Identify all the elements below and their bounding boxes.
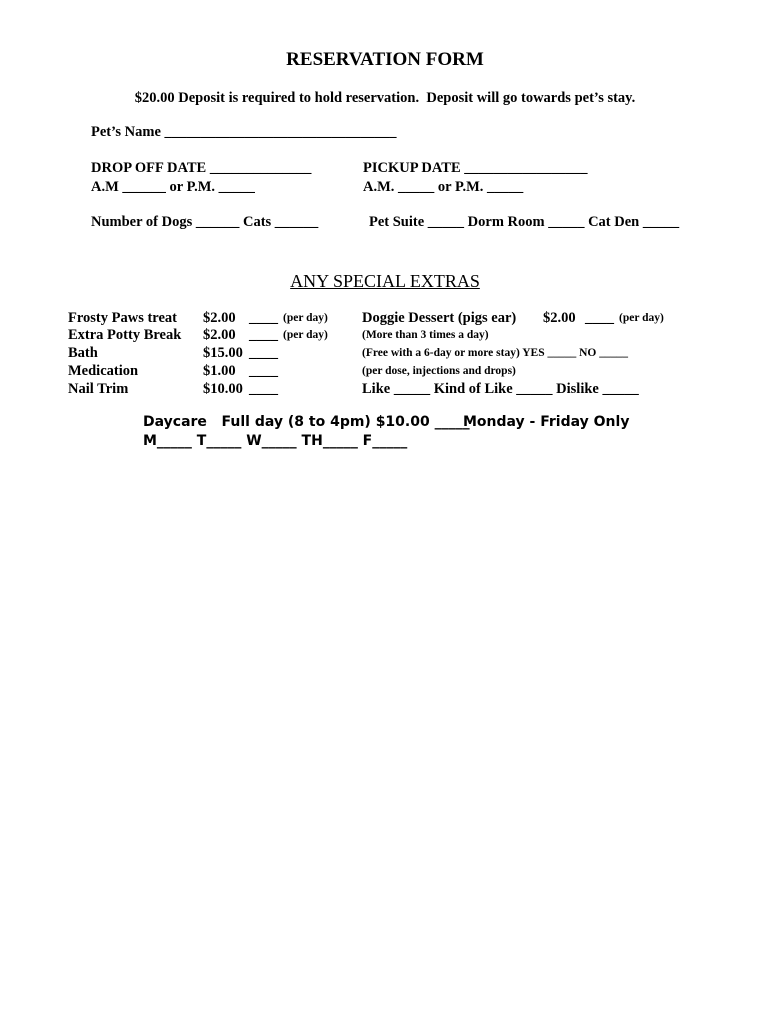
doggie-dessert-label: Doggie Dessert (pigs ear) xyxy=(362,310,517,326)
extra-item-price: $10.00 xyxy=(203,381,243,397)
extra-item-name: Extra Potty Break xyxy=(68,327,182,343)
nail-trim-preference[interactable]: Like _____ Kind of Like _____ Dislike _____ xyxy=(362,381,639,397)
extra-item-blank[interactable]: ____ xyxy=(249,310,278,326)
doggie-dessert-blank[interactable]: ____ xyxy=(585,310,614,326)
extra-item-blank[interactable]: ____ xyxy=(249,327,278,343)
dogs-cats-count-field[interactable]: Number of Dogs ______ Cats ______ xyxy=(91,214,319,230)
pickup-time-field[interactable]: A.M. _____ or P.M. _____ xyxy=(363,179,524,195)
extra-item-name: Frosty Paws treat xyxy=(68,310,177,326)
extras-heading: ANY SPECIAL EXTRAS xyxy=(290,271,480,291)
extra-item-note: (per day) xyxy=(283,312,328,324)
doggie-dessert-note: (per day) xyxy=(619,312,664,324)
pickup-date-field[interactable]: PICKUP DATE _________________ xyxy=(363,160,588,176)
daycare-days-field[interactable]: M_____ T_____ W_____ TH_____ F_____ xyxy=(143,433,408,449)
pets-name-field[interactable]: Pet’s Name ________________________________ xyxy=(91,124,397,140)
extra-item-price: $2.00 xyxy=(203,310,236,326)
drop-off-date-field[interactable]: DROP OFF DATE ______________ xyxy=(91,160,312,176)
extra-item-name: Nail Trim xyxy=(68,381,129,397)
extra-item-note: (per day) xyxy=(283,329,328,341)
daycare-line[interactable]: Daycare Full day (8 to 4pm) $10.00 _____ xyxy=(143,414,470,430)
potty-break-note: (More than 3 times a day) xyxy=(362,329,489,341)
doggie-dessert-price: $2.00 xyxy=(543,310,576,326)
extra-item-price: $1.00 xyxy=(203,363,236,379)
extra-item-blank[interactable]: ____ xyxy=(249,381,278,397)
extra-item-price: $15.00 xyxy=(203,345,243,361)
deposit-note: $20.00 Deposit is required to hold reservation. Deposit will go towards pet’s stay. xyxy=(134,90,636,106)
medication-note: (per dose, injections and drops) xyxy=(362,365,516,377)
daycare-days-note: Monday - Friday Only xyxy=(463,414,630,430)
extra-item-name: Bath xyxy=(68,345,98,361)
extra-item-blank[interactable]: ____ xyxy=(249,345,278,361)
extra-item-price: $2.00 xyxy=(203,327,236,343)
extra-item-blank[interactable]: ____ xyxy=(249,363,278,379)
form-title: RESERVATION FORM xyxy=(286,49,484,70)
room-type-field[interactable]: Pet Suite _____ Dorm Room _____ Cat Den _____ xyxy=(369,214,680,230)
bath-note-yes-no[interactable]: (Free with a 6-day or more stay) YES _____ NO _____ xyxy=(362,347,628,359)
drop-off-time-field[interactable]: A.M ______ or P.M. _____ xyxy=(91,179,255,195)
extra-item-name: Medication xyxy=(68,363,139,379)
